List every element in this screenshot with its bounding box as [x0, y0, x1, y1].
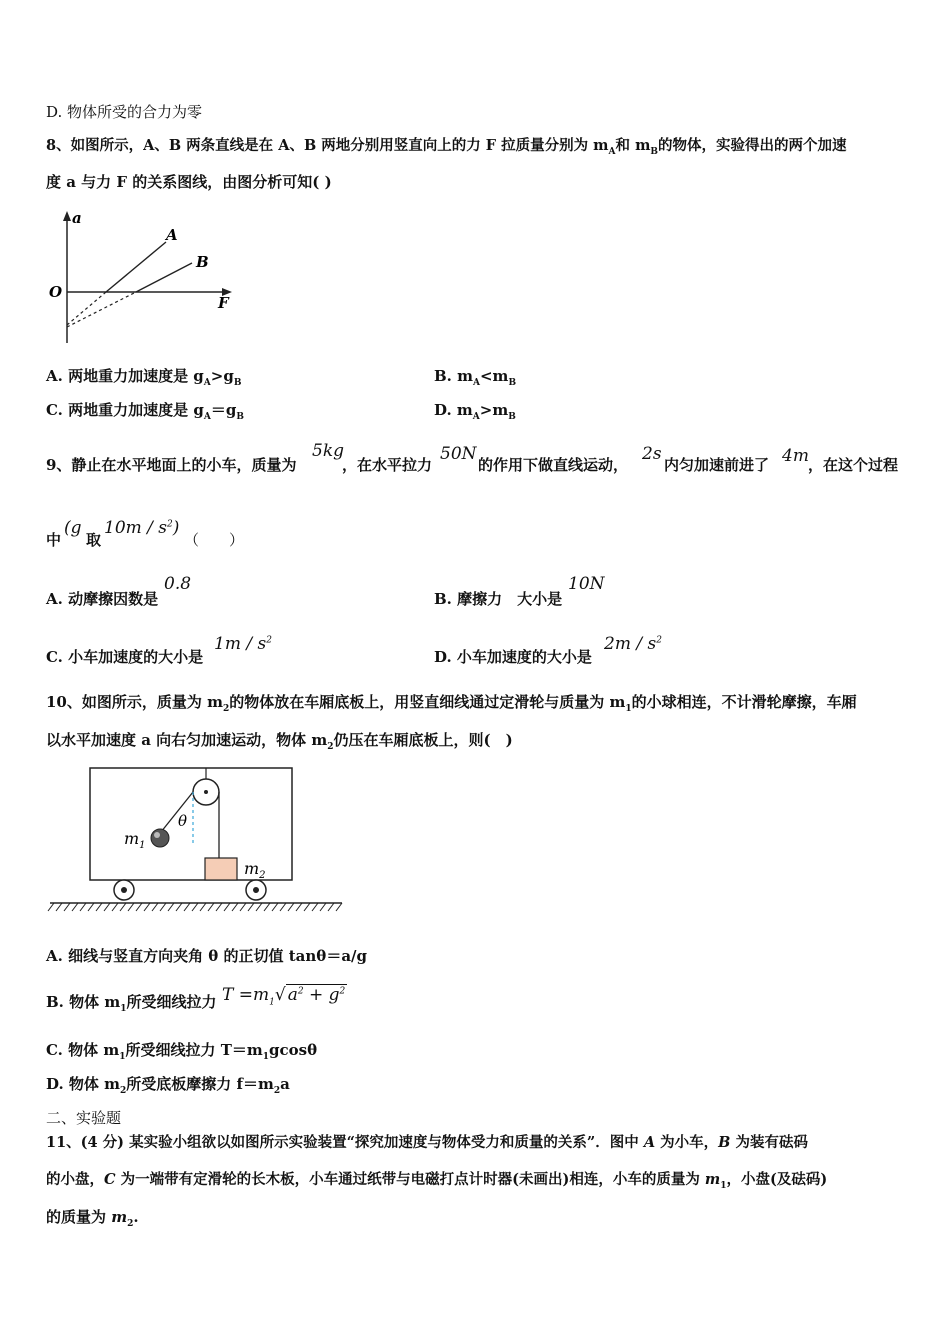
q9-text-6: 中 [46, 531, 62, 549]
q8-line1: 8、如图所示，A、B 两条直线是在 A、B 两地分别用竖直向上的力 F 拉质量分别为 $m_A$和 $m_B$的物体，实验得出的两个加速 [46, 137, 847, 157]
q10-option-d: D. 物体 $m_2$所受底板摩擦力 $f=m_2a$ [46, 1075, 290, 1096]
q9-text-3: 的作用下做直线运动， [478, 456, 629, 474]
x-axis-label: F [218, 294, 229, 312]
q10-option-b: B. 物体 $m_1$所受细线拉力 [46, 993, 217, 1014]
block-m2 [205, 858, 237, 880]
q11-line2: 的小盘，C 为一端带有定滑轮的长木板，小车通过纸带与电磁打点计时器(未画出)相连，小车的质量为 $m_1$，小盘(及砝码) [46, 1171, 828, 1191]
line-b-dashed [67, 292, 136, 327]
q9-text-7: 取 [86, 531, 102, 549]
string-angled [161, 792, 193, 832]
line-a [106, 242, 166, 292]
q9-text-2: ，在水平拉力 [342, 456, 433, 474]
q8-option-c: C. 两地重力加速度是 $g_A=g_B$ [46, 401, 244, 422]
q9-text-8: （ ） [184, 531, 245, 549]
q9-text-4: 内匀加速前进了 [664, 456, 770, 474]
q11-line1: 11、(4 分) 某实验小组欲以如图所示实验装置“探究加速度与物体受力和质量的关系”．图中 A 为小车，B 为装有砝码 [46, 1134, 808, 1151]
q9-force: 50N [440, 444, 477, 464]
label-m1: $m_1$ [124, 829, 146, 851]
q8-graph [46, 205, 246, 345]
q9-mass: 5kg [312, 441, 344, 461]
line-a-dashed [67, 292, 106, 325]
q8-line2: 度 a 与力 F 的关系图线，由图分析可知( ) [46, 173, 332, 191]
q9-option-c-value: $1m / s^2$ [214, 634, 272, 654]
q8-option-b: B. $m_A<m_B$ [434, 367, 517, 388]
label-theta: θ [178, 812, 188, 830]
q9-g: (g [64, 518, 82, 538]
q9-option-b: B. 摩擦力 大小是 [434, 590, 563, 608]
y-axis-arrow [63, 211, 71, 221]
q10-line2: 以水平加速度 a 向右匀加速运动，物体 $m_2$仍压在车厢底板上，则( ) [46, 731, 513, 752]
q9-option-b-value: 10N [568, 574, 605, 594]
q10-option-a: A. 细线与竖直方向夹角 θ 的正切值 tanθ＝a/g [46, 947, 368, 965]
prev-option-d: D. 物体所受的合力为零 [46, 103, 203, 121]
ground-hatch [48, 903, 342, 911]
q9-option-d: D. 小车加速度的大小是 [434, 648, 592, 666]
section-heading: 二、实验题 [46, 1109, 122, 1127]
line-a-label: A [166, 226, 178, 244]
y-axis-label: a [72, 209, 82, 227]
q10-figure [46, 758, 346, 918]
label-m2: $m_2$ [244, 859, 266, 881]
origin-label: O [49, 283, 63, 301]
q10-option-c: C. 物体 $m_1$所受细线拉力 $T=m_1gcos\theta$ [46, 1041, 318, 1062]
q9-g-value: $10m / s^2$) [104, 518, 180, 538]
q8-option-a: A. 两地重力加速度是 $g_A>g_B$ [46, 367, 242, 388]
q10-line1: 10、如图所示，质量为 $m_2$的物体放在车厢底板上，用竖直细线通过定滑轮与质量为 $m_1$的小球相连，不计滑轮摩擦，车厢 [46, 693, 857, 714]
q9-distance: 4m [782, 446, 809, 466]
q9-option-d-value: $2m / s^2$ [604, 634, 662, 654]
carriage-box [90, 768, 292, 880]
q8-option-d: D. $m_A>m_B$ [434, 401, 516, 422]
q10-option-b-formula: $T =m_1√$ $a^2 + g^2$ [222, 985, 346, 1008]
ball-m1 [151, 829, 169, 847]
q9-option-c: C. 小车加速度的大小是 [46, 648, 204, 666]
q9-text-5: ，在这个过程 [808, 456, 899, 474]
line-b [136, 263, 192, 292]
line-b-label: B [196, 253, 209, 271]
q9-option-a: A. 动摩擦因数是 [46, 590, 159, 608]
q9-text-1: 9、静止在水平地面上的小车，质量为 [46, 456, 297, 474]
q9-option-a-value: 0.8 [164, 574, 192, 594]
q11-line3: 的质量为 $m_2$. [46, 1208, 139, 1229]
q9-time: 2s [642, 444, 662, 464]
